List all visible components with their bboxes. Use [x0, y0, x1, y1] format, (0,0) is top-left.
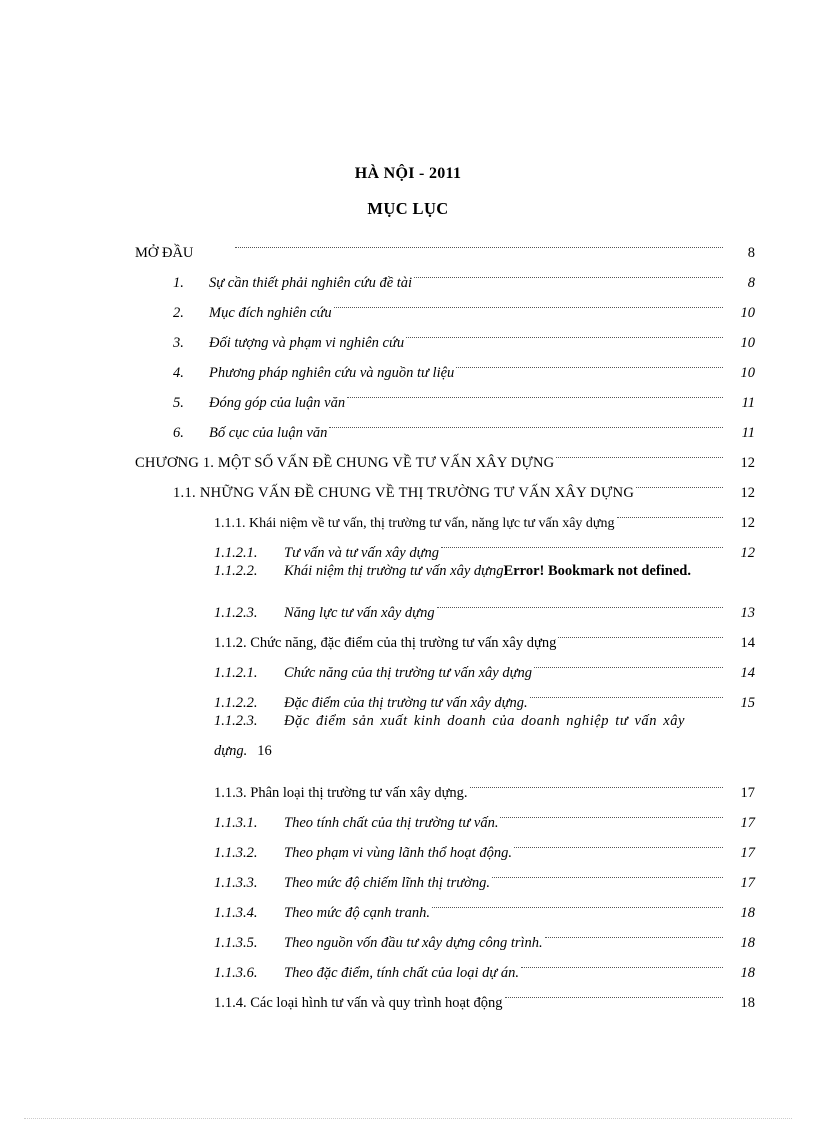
toc-entry-text: 1.1.3. Phân loại thị trường tư vấn xây dựng.	[214, 785, 468, 801]
toc-leader	[441, 517, 723, 548]
toc-entry-text: Phương pháp nghiên cứu và nguồn tư liệu	[209, 365, 455, 381]
toc-entry-text: Đóng góp của luận văn	[209, 395, 346, 411]
toc-leader	[456, 337, 723, 368]
toc-page-number: 10	[740, 365, 755, 381]
toc-entry-text: Mục đích nghiên cứu	[209, 305, 332, 321]
toc-entry-number: 1.1.3.4.	[214, 905, 258, 921]
toc-entry-text: Chức năng của thị trường tư vấn xây dựng	[284, 665, 532, 681]
toc-entry[interactable]	[214, 706, 755, 736]
toc-entry-number: 2.	[173, 305, 184, 321]
toc-entry-text: Theo mức độ chiếm lĩnh thị trường.	[284, 875, 490, 891]
toc-entry-text: Theo đặc điểm, tính chất của loại dự án.	[284, 965, 520, 981]
toc-leader	[406, 307, 723, 338]
toc-leader	[556, 427, 723, 458]
toc-entry-number: 1.1.2.1.	[214, 545, 258, 561]
toc-entry-number: 1.1.2.2.	[214, 695, 258, 711]
toc-leader	[521, 937, 723, 968]
toc-entry-text: 1.1.2. Chức năng, đặc điểm của thị trường tư vấn xây dựng	[214, 635, 557, 651]
toc-entry-text: dựng.	[214, 743, 248, 759]
toc-page-number: 14	[740, 665, 755, 681]
toc-entry-number: 1.1.2.3.	[214, 713, 258, 729]
page-title: MỤC LỤC	[367, 199, 449, 218]
toc-leader	[432, 877, 723, 908]
toc-leader	[334, 277, 723, 308]
toc-entry-text: MỞ ĐẦU	[135, 245, 194, 261]
toc-leader	[545, 907, 723, 938]
toc-page-number: 12	[740, 515, 755, 531]
toc-leader	[530, 667, 723, 698]
toc-entry-number: 3.	[173, 335, 184, 351]
toc-page-number: 17	[740, 785, 755, 801]
toc-entry-number: 1.1.3.2.	[214, 845, 258, 861]
toc-leader	[500, 787, 723, 818]
toc-page-number: 10	[740, 305, 755, 321]
toc-entry-text: 1.1.4. Các loại hình tư vấn và quy trình hoạt động	[214, 995, 503, 1011]
toc-entry[interactable]	[214, 676, 755, 711]
toc-page-number: 16	[257, 743, 272, 759]
toc-page-number: 8	[747, 275, 755, 291]
toc-entry-number: 5.	[173, 395, 184, 411]
toc-entry-number: 1.1.3.6.	[214, 965, 258, 981]
toc-page-number: 10	[740, 335, 755, 351]
toc-page-number: 12	[740, 485, 755, 501]
toc-leader	[558, 607, 723, 638]
toc-entry-number: 1.1.3.1.	[214, 815, 258, 831]
toc-leader	[514, 817, 723, 848]
toc-entry-text: 1.1. NHỮNG VẤN ĐỀ CHUNG VỀ THỊ TRƯỜNG TƯ VẤN XÂY DỰNG	[173, 485, 635, 501]
toc-entry-number: 1.1.3.5.	[214, 935, 258, 951]
toc-page-number: 17	[740, 875, 755, 891]
toc-entry-text: Bố cục của luận văn	[209, 425, 328, 441]
toc-entry-continuation[interactable]	[214, 736, 334, 766]
toc-entry-text: 1.1.1. Khái niệm về tư vấn, thị trường tư vấn, năng lực tư vấn xây dựng	[214, 516, 615, 531]
toc-entry-text: Đặc điểm sản xuất kinh doanh của doanh nghiệp tư vấn xây	[284, 713, 685, 729]
toc-leader	[347, 367, 723, 398]
toc-entry-number: 4.	[173, 365, 184, 381]
toc-entry-number: 6.	[173, 425, 184, 441]
toc-entry-text: Khái niệm thị trường tư vấn xây dựng	[284, 563, 504, 579]
toc-leader	[437, 577, 723, 608]
toc-leader	[505, 967, 723, 998]
toc-leader	[534, 637, 723, 668]
toc-entry-text: Đặc điểm của thị trường tư vấn xây dựng.	[284, 695, 528, 711]
toc-page-number: 12	[740, 455, 755, 471]
toc-page-number: 14	[740, 635, 755, 651]
toc-entry-number: 1.1.2.3.	[214, 605, 258, 621]
toc-leader	[636, 457, 723, 488]
toc-entry-text: Tư vấn và tư vấn xây dựng	[284, 545, 439, 561]
toc-entry-text: CHƯƠNG 1. MỘT SỐ VẤN ĐỀ CHUNG VỀ TƯ VẤN XÂY DỰNG	[135, 455, 555, 471]
toc-leader	[235, 217, 723, 248]
toc-entry-text: Đối tượng và phạm vi nghiên cứu	[209, 335, 405, 351]
toc-leader	[414, 247, 723, 278]
toc-entry-text: Năng lực tư vấn xây dựng	[284, 605, 435, 621]
place-year: HÀ NỘI - 2011	[354, 165, 462, 182]
toc-page-number: 11	[741, 395, 755, 411]
toc-entry-number: 1.1.2.1.	[214, 665, 258, 681]
toc-entry-number: 1.1.3.3.	[214, 875, 258, 891]
toc-page-number: 12	[740, 545, 755, 561]
toc-leader	[329, 397, 723, 428]
toc-entry-text: Theo mức độ cạnh tranh.	[284, 905, 431, 921]
toc-entry-text: Theo nguồn vốn đầu tư xây dựng công trình.	[284, 935, 543, 951]
toc-page-number: 18	[740, 905, 755, 921]
toc-entry-text: Theo tính chất của thị trường tư vấn.	[284, 815, 499, 831]
toc-page-number: Error! Bookmark not defined.	[503, 563, 691, 579]
toc-entry-number: 1.1.2.2.	[214, 563, 258, 579]
toc-entry-text: Sự cần thiết phải nghiên cứu đề tài	[209, 275, 413, 291]
toc-page-number: 11	[741, 425, 755, 441]
toc-entry[interactable]	[214, 976, 755, 1011]
toc-leader	[492, 847, 723, 878]
toc-leader	[470, 757, 723, 788]
toc-page-number: 13	[740, 605, 755, 621]
toc-leader	[617, 487, 723, 518]
toc-entry-number: 1.	[173, 275, 184, 291]
toc-entry[interactable]	[214, 526, 755, 561]
toc-page-number: 18	[740, 935, 755, 951]
toc-page-number: 17	[740, 815, 755, 831]
toc-page-number: 18	[740, 995, 755, 1011]
toc-page-number: 17	[740, 845, 755, 861]
toc-page-number: 15	[740, 695, 755, 711]
toc-page-number: 18	[740, 965, 755, 981]
toc-page-number: 8	[747, 245, 755, 261]
page-bottom-divider	[24, 1118, 792, 1119]
toc-entry-text: Theo phạm vi vùng lãnh thổ hoạt động.	[284, 845, 512, 861]
